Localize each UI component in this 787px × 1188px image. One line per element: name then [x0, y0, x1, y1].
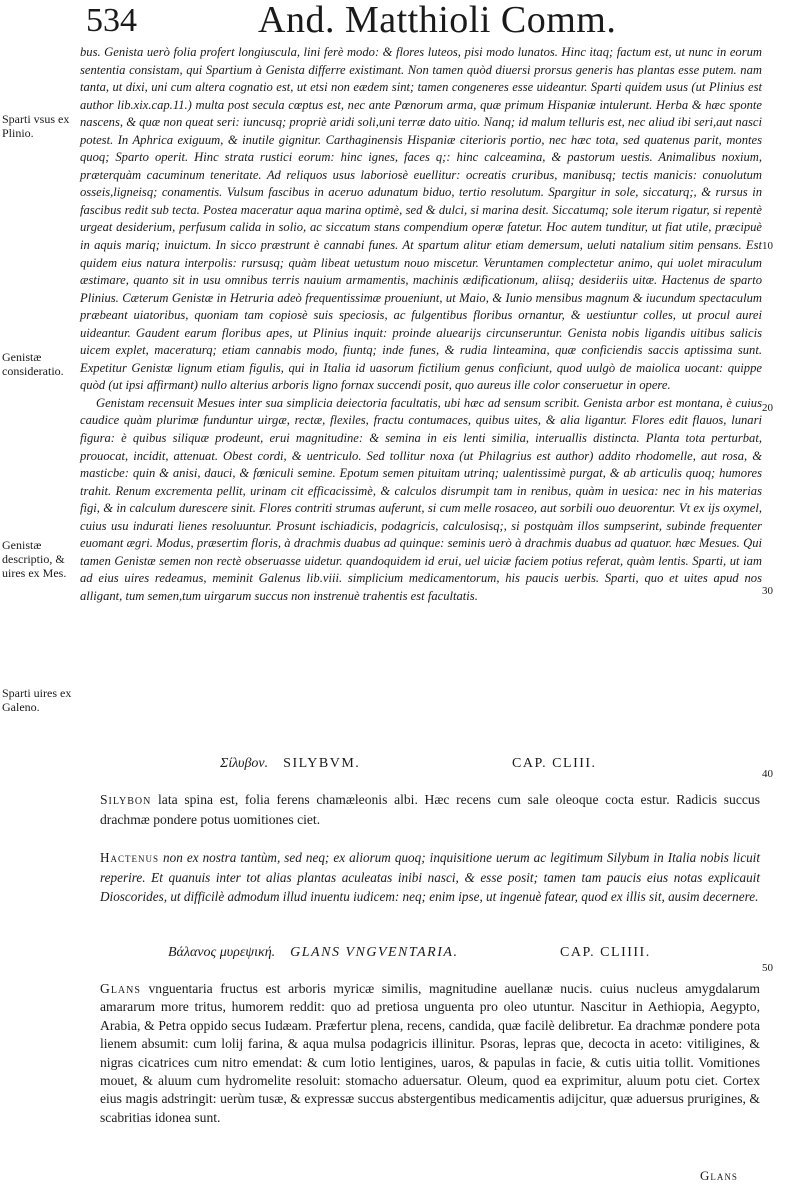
chapter-153-text-body: lata spina est, folia ferens chamæleonis albi. Hæc recens cum sale oleoque cocta estur. Radicis succus drachmæ pondere potus uomitiones ciet.	[100, 792, 760, 827]
chapter-153-greek-title: Σίλυβον.	[220, 756, 269, 771]
chapter-154-text	[100, 980, 760, 1127]
chapter-153-latin-title: SILYBVM.	[283, 756, 361, 771]
chapter-154-label: CAP. CLIIII.	[560, 945, 651, 960]
genista-paragraph-1: bus. Genista uerò folia profert longiuscula, lini ferè modo: & flores luteos, pisi modo lunatos. Hinc itaq; factum est, ut nunc in eorum sententia consistam, qui Spartium à Genista differre existimant. Non tamen quòd diuersi prorsus generis has plantas esse putem. nam tanta, ut dixi, uni cum altera cognatio est, ut etsi non eædem sint; tamen congeneres esse uideantur. Sparti quidem usus (ut Plinius est author lib.xix.cap.11.) multa post secula cœptus est, nec ante Pœnorum arma, quæ primum Hispaniæ intulerunt. Herba & hæc sponte nascens, & quæ non queat seri: iuncusq; propriè aridi soli,uni terræ dato uitio. Nanq; id malum telluris est, nec aliud ibi seri,aut nasci potest. In Aphrica exiguum, & inutile gignitur. Carthaginensis Hispaniæ citerioris portio, nec hæc tota, sed quatenus parit, montes quoq; Sparto operit. Hinc strata rustici eorum: hinc ignes, faces q;: hinc calceamina, & pastorum uestis. Animalibus noxium, præterquàm cacuminum teneritate. Ad reliquos usus laboriosè euellitur: ocreatis cruribus, manibusq; tectis manicis: conuolutum osseis,ligneisq; conamentis. Vulsum fascibus in aceruo adunatum biduo, tertio resolutum. Spargitur in sole, siccaturq;, & rursus in fascibus redit sub tecta. Postea maceratur aqua marina optimè, sed & dulci, si marina desit. Siccatumq; sole iterum rigatur, si repentè urgeat desiderium, perfusum calida in solio, ac siccatum stans compendium operæ fatetur. Hoc autem tunditur, ut fiat utile, præcipuè in aquis mariq; inuictum. In sicco præstrunt è cannabi funes. At spartum alitur etiam demersum, ueluti natalium sitim pensans. Est quidem eius natura interpolis: rursusq; quàm libeat uetustum nouo miscetur. Veruntamen complectetur animo, qui uolet miraculum æstimare, quanto sit in usu omnibus terris nauium armamentis, machinis ædificationum, aliisq; desideriis uitæ. Hactenus de sparto Plinius. Cæterum Genistæ in Hetruria adeò frequentissimæ proueniunt, ut Maio, & Iunio mensibus magnum & iucundum spectaculum præbeant uiatoribus, quoniam tam copiosè suis speciosis, ac fulgentibus floribus ornantur, & uestiuntur colles, ut procul aurei uideantur. Gaudent earum floribus apes, ut Plinius inquit: proinde aluearijs circunseruntur. Genista nobis ligandis uitibus salicis uicem explet, maceraturq; etiam cannabis modo, fiuntq; inde funes, & rudia linteamina, quæ conficiendis saccis aptissima sunt. Expetitur Genistæ lignum etiam figulis, qui in Italia id uasorum fictilium genus conficiunt, quod uulgò de maiolica uocant: quippe quòd (ut ipsi affirmant) nullo alterius arboris ligno fornax succendi posit, quo aureus ille color conseruetur in opere.	[80, 45, 762, 393]
margin-note-sparti-uires: Sparti uires ex Galeno.	[2, 686, 72, 714]
margin-note-genistae-descriptio: Genistæ descriptio, & uires ex Mes.	[2, 538, 67, 580]
genista-paragraph-2: Genistam recensuit Mesues inter sua simplicia deiectoria facultatis, ubi hæc ad sensum scribit. Genista arbor est montana, è cuius caudice quàm plurimæ funduntur uirgæ, rectæ, flexiles, fractu contumaces, quibus uites, & alia ligantur. Flores edit flauos, lunari figura: è quibus siliquæ prodeunt, erui magnitudine: & semina in eis lenti similia, interuallis distincta. Planta tota perturbat, prouocat, incidit, attenuat. Obest cordi, & uentriculo. Sed tollitur noxa (ut Philagrius est author) addito rhodomelle, aut rosa, & masticbe: quin & anisi, dauci, & fœniculi semine. Epotum semen pituitam utrinq; ualentissimè purgat, & ab articulis quoq; humores trahit. Renum excrementa pellit, urinam cit efficacissimè, & calculos disrumpit tam in renibus, quàm in uesica: nec in his materias figi, & in calculum durescere sinit. Flores contriti strumas auferunt, si cum melle rosaceo, aut sorbili ouo deuorentur. Vt ex ijs oxymel, cuius usu indurati lienes resoluuntur. Prosunt ischiadicis, podagricis, calculosisq;, si postquàm illos sumpserint, subinde frequenter euomant ægri. Modus, præsertim floris, à drachmis duabus ad quinque: seminis uerò à drachmis duabus ad quatuor. hæc Mesues. Qui tamen Genistæ semen non rectè obseruasse uidetur. quandoquidem id erui, uel uiciæ faciem potius referat, quàm lentis. Sparti, ut iam ad eius uires redeamus, meminit Galenus lib.viii. simplicium medicamentorum, his paucis uerbis. Sparti, quo et uites apud nos alligant, tum semen,tum uirgarum succus non instrenuè trahentis est facultatis.	[80, 395, 762, 603]
margin-note-sparti-usus: Sparti vsus ex Plinio.	[2, 112, 70, 140]
running-head: And. Matthioli Comm.	[258, 0, 617, 41]
chapter-153-commentary-lead: Hactenus	[100, 850, 160, 865]
chapter-154-heading	[168, 945, 458, 961]
chapter-153-heading	[220, 756, 360, 772]
chapter-153-commentary	[100, 848, 760, 907]
chapter-153-text-lead: Silybon	[100, 792, 152, 807]
chapter-154-text-body: vnguentaria fructus est arboris myricæ similis, magnitudine auellanæ nucis. cuius nucleus amygdalarum amararum more tritus, humorem reddit: quo ad pretiosa unguenta pro oleo utuntur. Nascitur in Aethiopia, Aegypto, Arabia, & Petra oppido secus Iudæam. Præfertur plena, recens, candida, quæ facilè delibretur. Ea drachmæ pondere pota lienem absumit: cum lolij farina, & aqua mulsa podagricis illinitur. Psoras, lepras que, decocta in aceto: vitiligines, & nigras cicatrices cum nitro emendat: & cum lotio lentigines, uaros, & papulas in facie, & cutis uitia tollit. Vomitiones mouet, & aluum cum hydromelite resoluit: stomacho aduersatur. Oleum, quod ea exprimitur, aluum potu ciet. Cortex eius magis adstringit: uerùm tusæ, & expressæ succus abstergentibus medicamentis adijcitur, quæ aduersus prurigines, & scabritias idonea sunt.	[100, 981, 760, 1125]
chapter-154-greek-title: Βάλανος μυρεψική.	[168, 945, 276, 960]
chapter-154-latin-title: GLANS VNGVENTARIA.	[290, 945, 459, 960]
genista-commentary	[80, 44, 762, 606]
line-number-40: 40	[762, 768, 773, 780]
line-number-50: 50	[762, 962, 773, 974]
line-number-20: 20	[762, 402, 773, 414]
chapter-153-label: CAP. CLIII.	[512, 756, 597, 771]
margin-note-genistae-consideratio: Genistæ consideratio.	[2, 350, 64, 378]
line-number-10: 10	[762, 240, 773, 252]
page-number: 534	[86, 2, 137, 39]
catchword: Glans	[700, 1168, 738, 1183]
chapter-153-text	[100, 790, 760, 829]
chapter-154-text-lead: Glans	[100, 981, 141, 996]
line-number-30: 30	[762, 585, 773, 597]
chapter-153-commentary-body: non ex nostra tantùm, sed neq; ex aliorum quoq; inquisitione uerum ac legitimum Silybum in Italia nobis licuit reperire. Et quanuis inter tot alias plantas aculeatas inibi nasci, & esse posit; tamen tam paucis eius notas explicauit Dioscorides, ut difficilè admodum illud inuentu iudicem: neq; enim ipse, ut ingenuè fatear, quod ex illis sit, ausim decernere.	[100, 850, 760, 904]
